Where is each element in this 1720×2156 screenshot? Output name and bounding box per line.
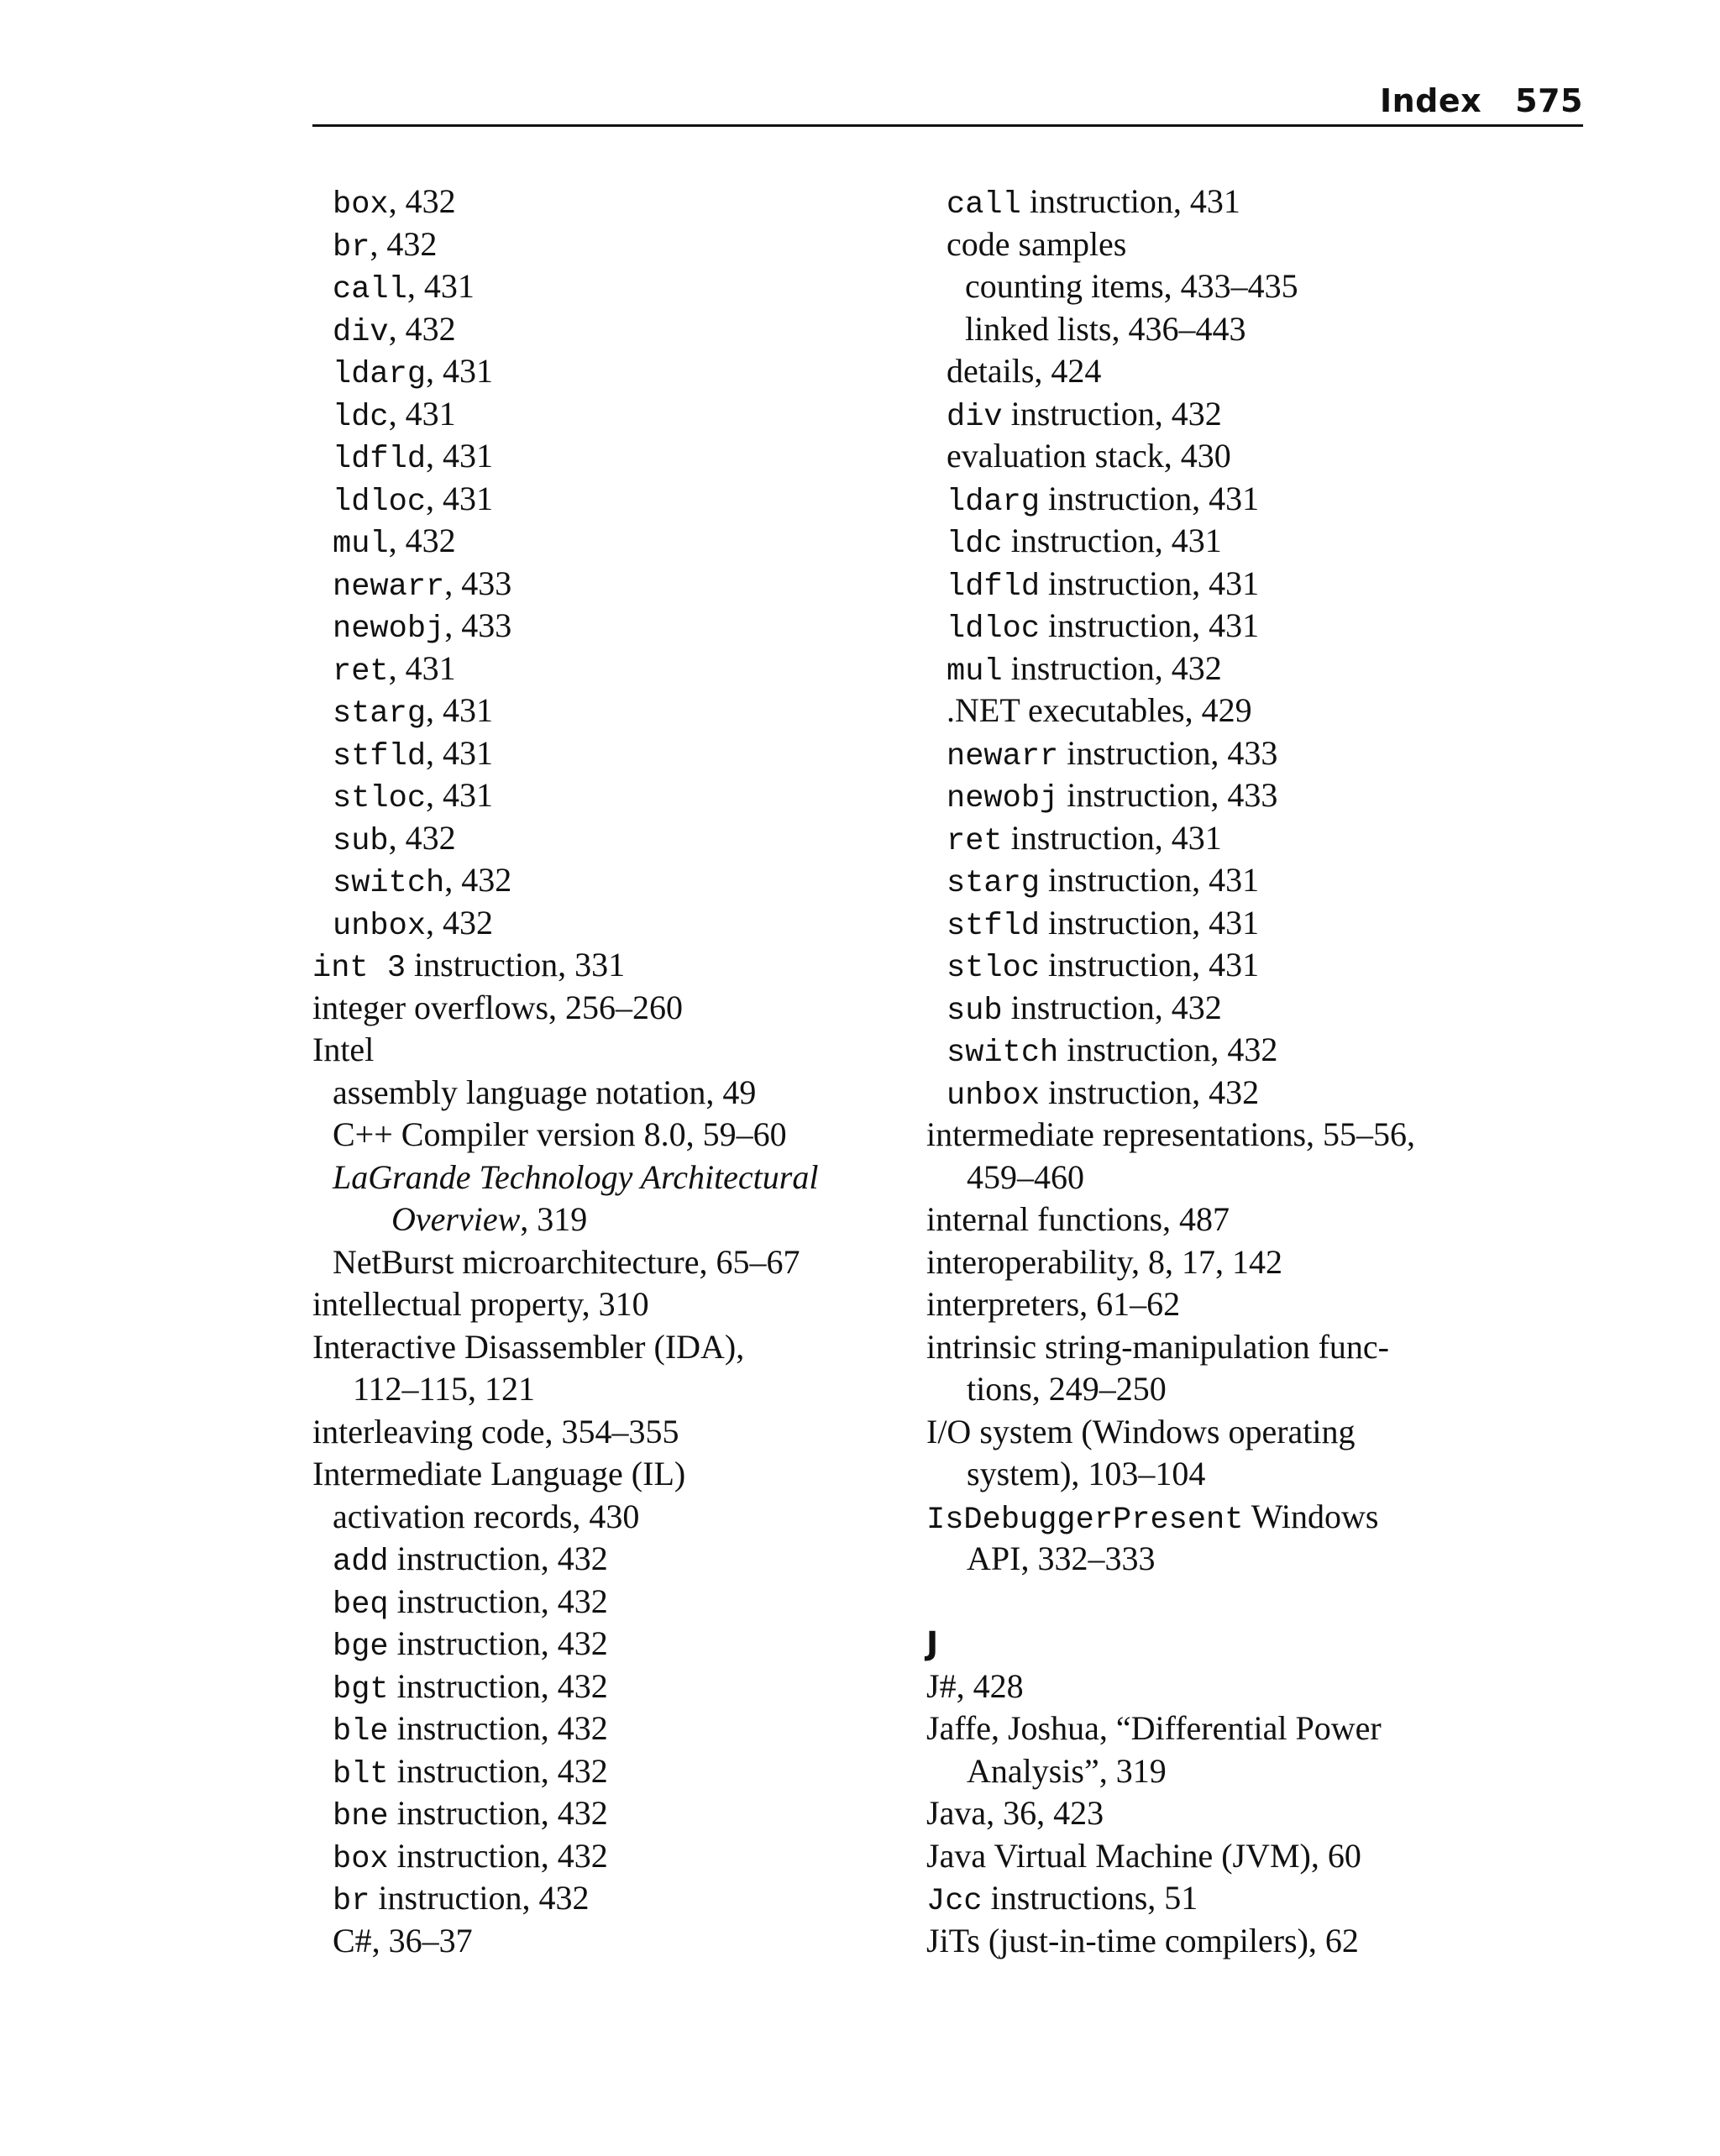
entry-text: C++ Compiler version 8.0, 59–60: [333, 1115, 787, 1153]
index-entry: [926, 1411, 1531, 1454]
entry-text: 112–115, 121: [353, 1370, 536, 1408]
code-term: br: [333, 1884, 370, 1919]
entry-text: , 319: [520, 1200, 588, 1238]
entry-text: Intermediate Language (IL): [312, 1455, 686, 1492]
entry-text: , 432: [426, 903, 494, 942]
index-entry: [926, 1920, 1531, 1963]
entry-text: , 432: [388, 309, 456, 348]
index-subentry: [312, 563, 917, 606]
entry-text: instruction, 432: [1058, 1031, 1278, 1068]
index-column-left: [312, 181, 917, 1962]
index-subentry: [926, 265, 1531, 308]
entry-text: details, 424: [947, 352, 1102, 390]
index-subentry: [312, 1623, 917, 1666]
entry-text: instruction, 432: [1002, 394, 1222, 433]
index-entry-continuation: [926, 1538, 1531, 1581]
index-subentry: [312, 1496, 917, 1539]
code-term: ldfld: [333, 442, 427, 477]
index-entry-continuation: [312, 1368, 917, 1411]
entry-text: instruction, 431: [1040, 861, 1260, 899]
index-entry: [312, 1453, 917, 1496]
index-subentry: [312, 478, 917, 521]
code-term: call: [333, 272, 407, 307]
entry-text: interpreters, 61–62: [926, 1285, 1181, 1323]
index-subentry: [926, 308, 1531, 351]
index-subentry: [926, 944, 1531, 987]
index-subentry: [926, 902, 1531, 945]
code-term: ldloc: [333, 484, 427, 520]
index-subentry: [926, 859, 1531, 902]
entry-text: instruction, 431: [1002, 522, 1222, 559]
index-subentry: [312, 690, 917, 732]
code-term: starg: [947, 866, 1041, 901]
entry-text: Jaffe, Joshua, “Differential Power: [926, 1709, 1382, 1747]
entry-text: counting items, 433–435: [965, 267, 1298, 305]
index-subentry: [312, 435, 917, 478]
code-term: newarr: [947, 738, 1059, 774]
code-term: bne: [333, 1799, 389, 1834]
index-subentry: [312, 1666, 917, 1708]
index-entry: [312, 987, 917, 1030]
code-term: beq: [333, 1587, 389, 1623]
index-subentry: [926, 478, 1531, 521]
index-entry: [312, 1283, 917, 1326]
code-term: call: [947, 187, 1021, 223]
index-entry: [312, 1411, 917, 1454]
index-entry: [926, 1114, 1531, 1157]
entry-text: system), 103–104: [967, 1455, 1206, 1492]
entry-text: Windows: [1243, 1497, 1379, 1535]
entry-text: instruction, 432: [388, 1540, 608, 1577]
entry-text: , 432: [388, 818, 456, 857]
code-term: br: [333, 229, 370, 265]
code-term: div: [947, 399, 1003, 435]
index-subentry: [312, 1157, 917, 1199]
entry-text: instruction, 431: [1040, 479, 1260, 517]
index-subentry: [312, 223, 917, 266]
index-subentry: [312, 1538, 917, 1581]
code-term: stfld: [947, 908, 1041, 944]
entry-text: J#, 428: [926, 1666, 1024, 1705]
index-subentry: [926, 520, 1531, 563]
index-entry-continuation: [926, 1750, 1531, 1793]
code-term: switch: [333, 866, 445, 901]
entry-text: instruction, 432: [1002, 648, 1222, 687]
entry-text: instruction, 431: [1040, 606, 1260, 644]
code-term: box: [333, 187, 389, 223]
entry-text: , 431: [388, 648, 456, 687]
index-entry-continuation: [926, 1453, 1531, 1496]
index-entry: [926, 1835, 1531, 1878]
code-term: switch: [947, 1036, 1059, 1071]
index-subentry: [926, 817, 1531, 860]
entry-text: intrinsic string-manipulation func-: [926, 1327, 1389, 1366]
code-term: box: [333, 1841, 389, 1877]
entry-text: , 431: [426, 691, 494, 729]
index-subentry: [312, 859, 917, 902]
index-subentry: [926, 435, 1531, 478]
entry-text: instruction, 432: [370, 1879, 590, 1917]
index-entry: [926, 1241, 1531, 1284]
index-subentry: [312, 1581, 917, 1624]
code-term: add: [333, 1545, 389, 1580]
entry-text: internal functions, 487: [926, 1200, 1230, 1238]
index-entry: [312, 1029, 917, 1072]
index-subentry: [312, 181, 917, 223]
index-entry: [926, 1792, 1531, 1835]
index-subentry: [312, 648, 917, 690]
index-subentry: [926, 605, 1531, 648]
index-subentry: [312, 350, 917, 393]
entry-text: , 432: [388, 522, 456, 559]
header-text: [1380, 82, 1583, 119]
code-term: unbox: [947, 1078, 1041, 1114]
entry-text: , 433: [444, 606, 512, 644]
code-term: bgt: [333, 1671, 389, 1707]
index-subentry: [312, 520, 917, 563]
index-subentry: [312, 1835, 917, 1878]
entry-text: instruction, 431: [1020, 182, 1240, 220]
entry-text: instructions, 51: [982, 1879, 1198, 1917]
code-term: sub: [333, 823, 389, 859]
entry-text: , 431: [426, 776, 494, 814]
index-subentry: [926, 1029, 1531, 1072]
code-term: unbox: [333, 908, 427, 944]
index-subentry: [312, 1750, 917, 1793]
entry-text: instruction, 431: [1040, 564, 1260, 602]
index-subentry: [926, 181, 1531, 223]
code-term: ret: [947, 823, 1003, 859]
entry-text: instruction, 432: [1002, 988, 1222, 1026]
entry-text: 459–460: [967, 1157, 1084, 1196]
entry-text: Analysis”, 319: [967, 1751, 1167, 1790]
code-term: starg: [333, 696, 427, 732]
index-subentry: [312, 774, 917, 817]
index-subentry: [312, 1241, 917, 1284]
index-subentry: [926, 648, 1531, 690]
index-entry: [926, 1707, 1531, 1750]
code-term: mul: [947, 653, 1003, 690]
entry-text: , 433: [444, 564, 512, 602]
entry-text: instruction, 432: [388, 1794, 608, 1832]
entry-text: activation records, 430: [333, 1497, 640, 1535]
index-subentry: [312, 1072, 917, 1115]
code-term: newobj: [333, 611, 445, 647]
entry-text: , 431: [426, 733, 494, 772]
code-term: stloc: [947, 951, 1041, 986]
italic-title: LaGrande Technology Architectural: [333, 1157, 819, 1196]
index-entry: [926, 1877, 1531, 1920]
entry-text: Java Virtual Machine (JVM), 60: [926, 1836, 1361, 1875]
code-term: IsDebuggerPresent: [926, 1502, 1244, 1538]
code-term: ldfld: [947, 569, 1041, 605]
entry-text: linked lists, 436–443: [965, 309, 1246, 348]
entry-text: NetBurst microarchitecture, 65–67: [333, 1242, 800, 1281]
index-column-right: [926, 181, 1531, 1962]
index-subentry: [926, 690, 1531, 732]
index-entry: [926, 1199, 1531, 1241]
index-subentry: [926, 393, 1531, 436]
code-term: int 3: [312, 951, 406, 986]
index-subentry: [312, 393, 917, 436]
entry-text: instruction, 432: [388, 1709, 608, 1747]
entry-text: instruction, 432: [388, 1666, 608, 1705]
code-term: ldarg: [947, 484, 1041, 520]
code-term: bge: [333, 1629, 389, 1665]
entry-text: code samples: [947, 224, 1127, 263]
entry-text: instruction, 331: [406, 946, 626, 984]
code-term: ldarg: [333, 357, 427, 392]
entry-text: Interactive Disassembler (IDA),: [312, 1327, 745, 1366]
entry-text: .NET executables, 429: [947, 691, 1252, 729]
entry-text: , 431: [406, 267, 475, 305]
index-subentry: [312, 732, 917, 775]
entry-text: , 431: [426, 437, 494, 475]
entry-text: C#, 36–37: [333, 1921, 473, 1959]
index-subentry: [312, 265, 917, 308]
entry-text: evaluation stack, 430: [947, 437, 1231, 475]
entry-text: , 432: [444, 861, 512, 899]
entry-text: instruction, 431: [1040, 946, 1260, 984]
entry-text: I/O system (Windows operating: [926, 1412, 1356, 1450]
index-subentry: [926, 774, 1531, 817]
code-term: stfld: [333, 738, 427, 774]
entry-text: , 431: [388, 394, 456, 433]
code-term: sub: [947, 993, 1003, 1029]
page-number: 575: [1515, 82, 1583, 119]
entry-text: interoperability, 8, 17, 142: [926, 1242, 1282, 1281]
index-subentry: [926, 563, 1531, 606]
index-entry: [312, 944, 917, 987]
entry-text: integer overflows, 256–260: [312, 988, 684, 1026]
code-term: div: [333, 314, 389, 350]
index-entry: [926, 1326, 1531, 1369]
entry-text: , 432: [370, 224, 438, 263]
index-subentry: [312, 605, 917, 648]
index-subentry: [312, 1877, 917, 1920]
entry-text: interleaving code, 354–355: [312, 1412, 679, 1450]
entry-text: JiTs (just-in-time compilers), 62: [926, 1921, 1359, 1959]
code-term: newarr: [333, 569, 445, 605]
code-term: blt: [333, 1756, 389, 1792]
entry-text: tions, 249–250: [967, 1370, 1167, 1408]
entry-text: instruction, 431: [1002, 818, 1222, 857]
index-entry: [926, 1283, 1531, 1326]
entry-text: instruction, 432: [388, 1836, 608, 1875]
entry-text: instruction, 433: [1058, 776, 1278, 814]
index-subentry: [312, 817, 917, 860]
index-entry: [926, 1666, 1531, 1708]
index-subentry: [312, 1707, 917, 1750]
index-subentry: [312, 902, 917, 945]
entry-text: Java, 36, 423: [926, 1794, 1104, 1832]
entry-text: instruction, 432: [388, 1624, 608, 1662]
index-subentry: [926, 987, 1531, 1030]
running-header: [312, 79, 1583, 127]
code-term: ldc: [947, 527, 1003, 562]
index-subentry: [926, 732, 1531, 775]
entry-text: instruction, 432: [1040, 1073, 1260, 1111]
index-subentry: [312, 1114, 917, 1157]
entry-text: instruction, 431: [1040, 903, 1260, 942]
index-subentry: [312, 308, 917, 351]
entry-text: Intel: [312, 1031, 375, 1068]
entry-text: instruction, 433: [1058, 733, 1278, 772]
index-entry-continuation: [926, 1157, 1531, 1199]
index-subentry: [312, 1920, 917, 1963]
index-subentry: [312, 1792, 917, 1835]
section-gap: [926, 1581, 1531, 1624]
code-term: newobj: [947, 781, 1059, 816]
index-entry-continuation: [926, 1368, 1531, 1411]
entry-text: , 431: [426, 479, 494, 517]
entry-text: assembly language notation, 49: [333, 1073, 757, 1111]
code-term: ldc: [333, 399, 389, 435]
index-letter-heading: J: [926, 1625, 939, 1662]
code-term: stloc: [333, 781, 427, 816]
entry-text: instruction, 432: [388, 1751, 608, 1790]
index-subentry: [926, 1072, 1531, 1115]
entry-text: intellectual property, 310: [312, 1285, 649, 1323]
section-title: Index: [1379, 82, 1482, 119]
entry-text: , 432: [388, 182, 456, 220]
index-subentry: [926, 350, 1531, 393]
entry-text: intermediate representations, 55–56,: [926, 1115, 1416, 1153]
entry-text: , 431: [426, 352, 494, 390]
index-entry-continuation: [312, 1199, 917, 1241]
index-entry: [926, 1496, 1531, 1539]
italic-title: Overview: [391, 1200, 521, 1238]
index-entry: [312, 1326, 917, 1369]
index-subentry: [926, 223, 1531, 266]
code-term: Jcc: [926, 1884, 983, 1919]
code-term: ret: [333, 653, 389, 690]
code-term: ble: [333, 1714, 389, 1749]
code-term: mul: [333, 527, 389, 562]
code-term: ldloc: [947, 611, 1041, 647]
entry-text: API, 332–333: [967, 1540, 1156, 1577]
entry-text: instruction, 432: [388, 1582, 608, 1620]
